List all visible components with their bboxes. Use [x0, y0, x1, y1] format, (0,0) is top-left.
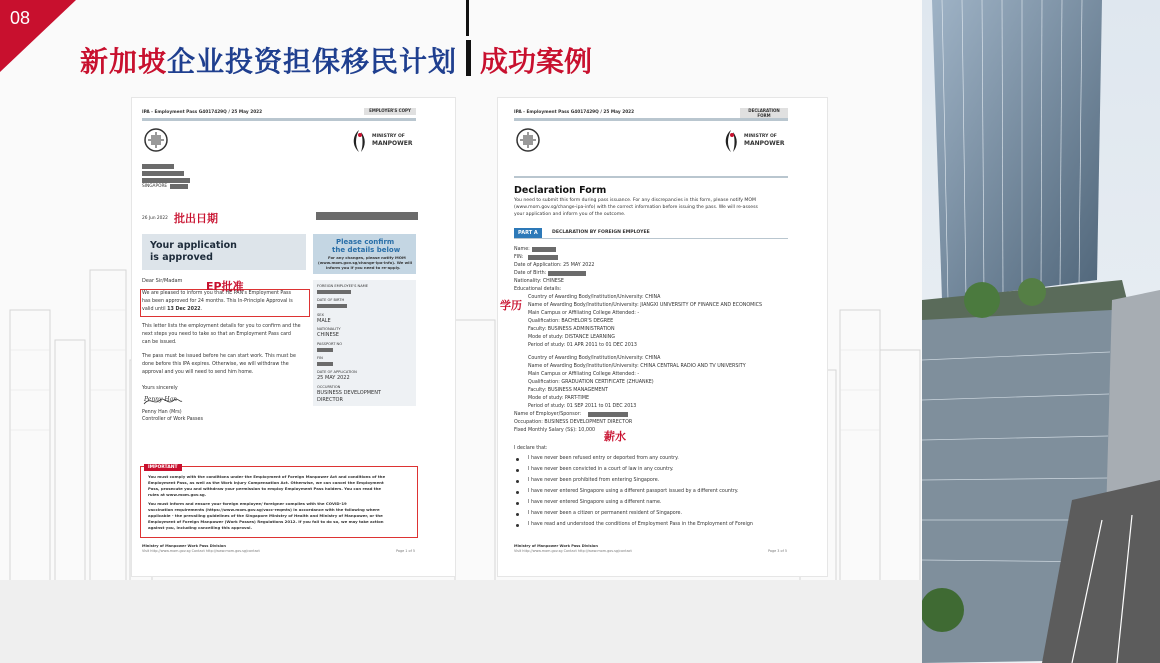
important-2c: applicable - the prevailing guidelines of the Singapore Ministry of Health and Ministry of Manpower, or the [148, 513, 383, 518]
important-2d: Employment of Foreign Manpower (Work Passes) Regulations 2012. If you fail to do so, we may take action [148, 519, 384, 524]
confirm-line2: the details below [332, 246, 401, 254]
important-1c: Pass, prosecute you and withdraw your permission to employ Employment Pass holders. You can read the [148, 486, 382, 491]
page-title [80, 40, 457, 80]
field-occupation-label: OCCUPATION [317, 385, 341, 389]
edu1-faculty: Faculty: BUSINESS ADMINISTRATION [528, 327, 615, 332]
field-appdate-label: DATE OF APPLICATION [317, 370, 357, 374]
decl-item-2: I have never been convicted in a court of law in any country. [528, 467, 674, 472]
bullet-dot [516, 524, 519, 527]
para3-line3: approval and you will need to send him home. [142, 370, 254, 375]
title-divider [466, 40, 471, 76]
annotation-ep-approved: EP批准 [206, 280, 244, 293]
important-1b: Employment Pass, as well as the Work Injury Compensation Act. Otherwise, we can cancel the Employment [148, 480, 384, 485]
edu1-period: Period of study: 01 APR 2011 to 01 DEC 2013 [528, 343, 637, 348]
bullet-dot [516, 513, 519, 516]
doc2-divider [514, 176, 788, 178]
edu2-faculty: Faculty: BUSINESS MANAGEMENT [528, 388, 608, 393]
redacted-block [317, 304, 347, 308]
decl-salary: Fixed Monthly Salary (S$): 10,000 [514, 428, 596, 433]
top-divider [466, 0, 469, 36]
redacted-block [142, 164, 174, 169]
important-1a: You must comply with the conditions under the Employment of Foreign Manpower Act and conditions of the [148, 474, 386, 479]
doc1-signer: Penny Han (Mrs) [142, 410, 182, 415]
para3-line1: The pass must be issued before he can start work. This must be [142, 354, 296, 359]
doc1-ministry-line2: MANPOWER [372, 140, 413, 147]
approval-valid-until: valid until [142, 307, 166, 312]
page-number: 08 [10, 8, 31, 28]
doc2-intro1: You need to submit this form during pass issuance. For any discrepancies in this form, please notify MOM [514, 198, 756, 203]
doc2-ministry-line1: MINISTRY OF [744, 134, 777, 139]
decl-occupation: Occupation: BUSINESS DEVELOPMENT DIRECTOR [514, 420, 633, 425]
decl-item-6: I have never been a citizen or permanent resident of Singapore. [528, 511, 683, 516]
para2-line1: This letter lists the employment details for you to confirm and the [142, 324, 301, 329]
decl-declare: I declare that: [514, 446, 548, 451]
title-part-blue: 企业投资担保移民计划 [167, 45, 458, 78]
decl-dob: Date of Birth: [514, 271, 547, 276]
decl-item-3: I have never been prohibited from entering Singapore. [528, 478, 660, 483]
redacted-block [142, 178, 190, 183]
title-part-red: 新加坡 [80, 45, 168, 78]
redacted-block [317, 362, 333, 366]
decl-item-1: I have never been refused entry or deported from any country. [528, 456, 679, 461]
field-sex-value: MALE [317, 318, 331, 324]
edu2-name: Name of Awarding Body/Institution/University: CHINA CENTRAL RADIO AND TV UNIVERSITY [528, 364, 746, 369]
edu2-country: Country of Awarding Body/Institution/University: CHINA [528, 356, 661, 361]
field-appdate-value: 25 MAY 2022 [317, 375, 350, 381]
bullet-dot [516, 458, 519, 461]
decl-fin: FIN: [514, 255, 524, 260]
para2-line2: next steps you need to take so that an Employment Pass card [142, 332, 291, 337]
doc2-intro2: (www.mom.gov.sg/change-ipa-info) with the correct information before issuing the pass. We will re-assess [514, 205, 758, 210]
edu1-campus: Main Campus or Affiliating College Attended: - [528, 311, 640, 316]
singapore-crest-icon [142, 126, 170, 154]
edu2-mode: Mode of study: PART-TIME [528, 396, 589, 401]
decl-app-date: Date of Application: 25 MAY 2022 [514, 263, 595, 268]
doc1-copy-tag: EMPLOYER'S COPY [364, 108, 416, 115]
approved-line2: is approved [150, 252, 213, 263]
redacted-block [528, 255, 558, 260]
field-dob-label: DATE OF BIRTH [317, 298, 345, 302]
doc1-address-country: SINGAPORE [142, 184, 168, 189]
edu2-campus: Main Campus or Affiliating College Attended: - [528, 372, 640, 377]
edu2-qualification: Qualification: GRADUATION CERTIFICATE (ZHUANKE) [528, 380, 654, 385]
important-2e: against you, including cancelling this approval. [148, 525, 252, 530]
redacted-block [316, 212, 418, 220]
field-nationality-value: CHINESE [317, 332, 339, 338]
redacted-block [532, 247, 556, 252]
field-occupation-value1: BUSINESS DEVELOPMENT [317, 390, 381, 396]
doc2-page: Page 3 of 5 [768, 549, 788, 553]
redacted-block [317, 348, 333, 352]
field-nationality-label: NATIONALITY [317, 327, 341, 331]
mom-logo-icon [722, 128, 740, 154]
part-a-badge: PART A [514, 228, 542, 238]
form-tag-line1: DECLARATION [748, 108, 780, 113]
redacted-block [317, 290, 351, 294]
approval-line3: valid until 13 Dec 2022. [142, 307, 203, 312]
doc1-ministry-line1: MINISTRY OF [372, 134, 405, 139]
doc2-ministry-line2: MANPOWER [744, 140, 785, 147]
important-2a: You must inform and ensure your foreign employee/ foreigner complies with the COVID-19 [148, 501, 347, 506]
decl-employer: Name of Employer/Sponsor: [514, 412, 582, 417]
bullet-dot [516, 480, 519, 483]
annotation-issue-date: 批出日期 [174, 212, 218, 225]
decl-name: Name: [514, 247, 530, 252]
important-badge: IMPORTANT [144, 464, 182, 471]
title-success-cases: 成功案例 [480, 45, 593, 78]
para3-line2: done before this IPA expires. Otherwise, we will withdraw the [142, 362, 289, 367]
bullet-dot [516, 491, 519, 494]
doc1-footer2: Visit http://www.mom.gov.sg Contact http://www.mom.gov.sg/contact [142, 549, 260, 553]
approval-line2: has been approved for 24 months. This In-Principle Approval is [142, 299, 293, 304]
singapore-crest-icon [514, 126, 542, 154]
doc2-header: IPA - Employment Pass G4017429Q / 25 May 2022 [514, 110, 635, 115]
important-2b: vaccination requirements (https://www.mom.gov.sg/vacc-reqmts) in accordance with the following where [148, 507, 380, 512]
decl-nationality: Nationality: CHINESE [514, 279, 564, 284]
confirm-line1: Please confirm [336, 238, 395, 246]
redacted-block [170, 184, 188, 189]
redacted-block [142, 171, 184, 176]
confirm-note1: For any changes, please notify MOM [328, 255, 406, 260]
field-name-label: FOREIGN EMPLOYEE'S NAME [317, 284, 369, 288]
doc1-header: IPA - Employment Pass G4017429Q / 25 May 2022 [142, 110, 263, 115]
approved-line1: Your application [150, 240, 237, 251]
edu1-country: Country of Awarding Body/Institution/University: CHINA [528, 295, 661, 300]
decl-item-5: I have never entered Singapore using a different name. [528, 500, 662, 505]
approval-letter-document [132, 98, 455, 576]
doc2-footer2: Visit http://www.mom.gov.sg Contact http://www.mom.gov.sg/contact [514, 549, 632, 553]
part-a-title: DECLARATION BY FOREIGN EMPLOYEE [552, 230, 650, 235]
decl-item-7: I have read and understood the conditions of Employment Pass in the Employment of Foreign [528, 522, 753, 527]
building-photo [922, 0, 1160, 663]
declaration-form-document [498, 98, 827, 576]
doc1-signer-title: Controller of Work Passes [142, 417, 204, 422]
field-fin-label: FIN [317, 356, 323, 360]
decl-item-4: I have never entered Singapore using a different passport issued by a different country. [528, 489, 739, 494]
confirm-note3: inform you if you need to re-apply. [326, 265, 401, 270]
doc1-date: 26 Jun 2022 [142, 216, 168, 221]
doc2-intro3: your application and inform you of the outcome. [514, 212, 626, 217]
edu1-qualification: Qualification: BACHELOR'S DEGREE [528, 319, 614, 324]
annotation-salary: 薪水 [604, 430, 626, 443]
bullet-dot [516, 469, 519, 472]
doc1-footer1: Ministry of Manpower Work Pass Division [142, 544, 226, 548]
signature-icon [142, 394, 184, 408]
para2-line3: can be issued. [142, 340, 177, 345]
doc2-footer1: Ministry of Manpower Work Pass Division [514, 544, 598, 548]
declaration-form-title: Declaration Form [514, 185, 607, 196]
mom-logo-icon [350, 128, 368, 154]
field-passport-label: PASSPORT NO [317, 342, 343, 346]
important-1d: rules at www.mom.gov.sg. [148, 492, 207, 497]
doc2-header-bar [514, 118, 788, 121]
part-a-divider [514, 238, 788, 239]
approval-expiry-date: 13 Dec 2022 [167, 307, 201, 312]
form-tag-line2: FORM [757, 112, 771, 118]
redacted-block [548, 271, 586, 276]
field-occupation-value2: DIRECTOR [317, 397, 343, 403]
doc1-greeting: Dear Sir/Madam [142, 278, 183, 284]
bullet-dot [516, 502, 519, 505]
confirm-note2: (www.mom.gov.sg/change-ipa-info). We will [318, 260, 413, 265]
doc1-header-bar [142, 118, 416, 121]
annotation-education: 学历 [500, 299, 522, 312]
doc1-sincerely: Yours sincerely [142, 386, 178, 391]
decl-edu-details: Educational details: [514, 287, 562, 292]
approval-line1: We are pleased to inform you that HE PAN's Employment Pass [142, 291, 292, 296]
signature-text: Penny Han [144, 396, 178, 403]
edu1-mode: Mode of study: DISTANCE LEARNING [528, 335, 615, 340]
redacted-block [588, 412, 628, 417]
doc1-page: Page 1 of 5 [396, 549, 416, 553]
edu1-name: Name of Awarding Body/Institution/University: JIANGXI UNIVERSITY OF FINANCE AND ECONOMICS [528, 303, 763, 308]
edu2-period: Period of study: 01 SEP 2011 to 01 DEC 2013 [528, 404, 637, 409]
field-sex-label: SEX [317, 313, 325, 317]
